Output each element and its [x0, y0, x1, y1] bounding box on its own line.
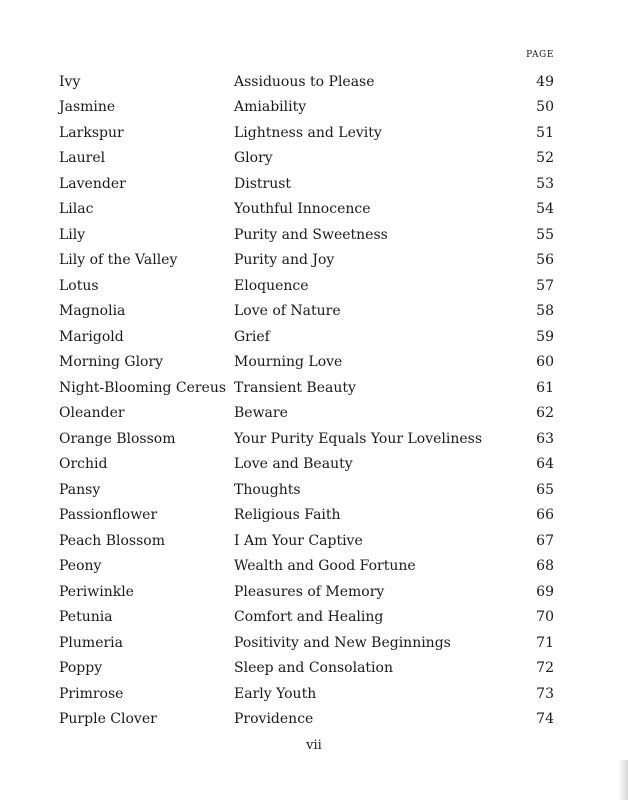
page-number: 69 — [536, 583, 554, 600]
flower-meaning: Comfort and Healing — [234, 609, 384, 626]
page-number: 65 — [536, 481, 554, 498]
toc-row — [59, 401, 554, 427]
toc-row — [59, 528, 554, 554]
flower-name: Lotus — [59, 277, 99, 294]
page-number: 54 — [536, 201, 554, 218]
flower-name: Magnolia — [59, 303, 126, 320]
page-number: 49 — [536, 73, 554, 90]
toc-row — [59, 375, 554, 401]
flower-name: Night-Blooming Cereus — [59, 379, 227, 396]
flower-meaning: Assiduous to Please — [234, 73, 375, 90]
toc-row — [59, 171, 554, 197]
page-number: 55 — [536, 226, 554, 243]
toc-row — [59, 630, 554, 656]
flower-meaning: Early Youth — [234, 685, 317, 702]
toc-row — [59, 656, 554, 682]
toc-row — [59, 503, 554, 529]
toc-row — [59, 554, 554, 580]
scan-shadow — [618, 760, 628, 800]
page-number: 64 — [536, 456, 554, 473]
flower-name: Peony — [59, 558, 102, 575]
flower-name: Lily — [59, 226, 86, 243]
flower-meaning: Purity and Sweetness — [234, 226, 388, 243]
page-number: 56 — [536, 252, 554, 269]
toc-row — [59, 605, 554, 631]
flower-meaning: Amiability — [234, 99, 307, 116]
toc-row — [59, 299, 554, 325]
flower-meaning: Transient Beauty — [234, 379, 356, 396]
flower-name: Passionflower — [59, 507, 158, 524]
flower-meaning: Lightness and Levity — [234, 124, 382, 141]
toc-row — [59, 707, 554, 733]
flower-name: Orchid — [59, 456, 108, 473]
flower-meaning: Glory — [234, 150, 273, 167]
flower-meaning: Eloquence — [234, 277, 309, 294]
toc-row — [59, 248, 554, 274]
toc-row — [59, 426, 554, 452]
toc-row — [59, 579, 554, 605]
toc-row — [59, 146, 554, 172]
flower-name: Morning Glory — [59, 354, 164, 371]
page-number: 63 — [536, 430, 554, 447]
page-number: 71 — [536, 634, 554, 651]
flower-meaning: Thoughts — [234, 481, 301, 498]
page-number: 68 — [536, 558, 554, 575]
flower-meaning: Providence — [234, 711, 314, 728]
flower-name: Jasmine — [59, 99, 116, 116]
page-column-header: PAGE — [526, 50, 554, 60]
page-number: 61 — [536, 379, 554, 396]
flower-name: Petunia — [59, 609, 113, 626]
page-number: 66 — [536, 507, 554, 524]
flower-name: Purple Clover — [59, 711, 157, 728]
toc-row — [59, 120, 554, 146]
flower-name: Primrose — [59, 685, 124, 702]
flower-meaning: Wealth and Good Fortune — [234, 558, 416, 575]
flower-meaning: I Am Your Captive — [234, 532, 363, 549]
toc-row — [59, 681, 554, 707]
page-number: 73 — [536, 685, 554, 702]
flower-meaning: Sleep and Consolation — [234, 660, 393, 677]
flower-meaning: Religious Faith — [234, 507, 341, 524]
toc-row — [59, 452, 554, 478]
toc-row — [59, 273, 554, 299]
folio-page-number: vii — [306, 738, 322, 753]
toc-row — [59, 222, 554, 248]
flower-meaning: Positivity and New Beginnings — [234, 634, 451, 651]
toc-row — [59, 324, 554, 350]
flower-name: Periwinkle — [59, 583, 134, 600]
flower-meaning: Mourning Love — [234, 354, 343, 371]
flower-meaning: Love and Beauty — [234, 456, 353, 473]
flower-meaning: Distrust — [234, 175, 292, 192]
flower-meaning: Grief — [234, 328, 270, 345]
flower-meaning: Youthful Innocence — [234, 201, 371, 218]
flower-name: Laurel — [59, 150, 106, 167]
flower-name: Plumeria — [59, 634, 123, 651]
flower-meaning: Purity and Joy — [234, 252, 335, 269]
flower-name: Orange Blossom — [59, 430, 176, 447]
flower-name: Ivy — [59, 73, 81, 90]
page-number: 57 — [536, 277, 554, 294]
page-number: 74 — [536, 711, 554, 728]
page-number: 60 — [536, 354, 554, 371]
flower-name: Poppy — [59, 660, 103, 677]
page-number: 58 — [536, 303, 554, 320]
flower-name: Lilac — [59, 201, 94, 218]
page-number: 70 — [536, 609, 554, 626]
flower-name: Lavender — [59, 175, 126, 192]
toc-row — [59, 95, 554, 121]
page-number: 67 — [536, 532, 554, 549]
flower-name: Larkspur — [59, 124, 124, 141]
flower-name: Lily of the Valley — [59, 252, 178, 269]
page-number: 50 — [536, 99, 554, 116]
flower-meaning: Beware — [234, 405, 288, 422]
toc-row — [59, 350, 554, 376]
page-number: 51 — [536, 124, 554, 141]
toc-row — [59, 69, 554, 95]
page-number: 52 — [536, 150, 554, 167]
page-number: 62 — [536, 405, 554, 422]
toc-row — [59, 197, 554, 223]
flower-meaning: Pleasures of Memory — [234, 583, 385, 600]
toc-row — [59, 477, 554, 503]
page-number: 53 — [536, 175, 554, 192]
flower-name: Marigold — [59, 328, 124, 345]
flower-name: Pansy — [59, 481, 101, 498]
flower-name: Oleander — [59, 405, 125, 422]
flower-meaning: Your Purity Equals Your Loveliness — [234, 430, 483, 447]
page-number: 59 — [536, 328, 554, 345]
flower-name: Peach Blossom — [59, 532, 165, 549]
flower-meaning: Love of Nature — [234, 303, 341, 320]
contents-list — [59, 69, 554, 732]
page-number: 72 — [536, 660, 554, 677]
